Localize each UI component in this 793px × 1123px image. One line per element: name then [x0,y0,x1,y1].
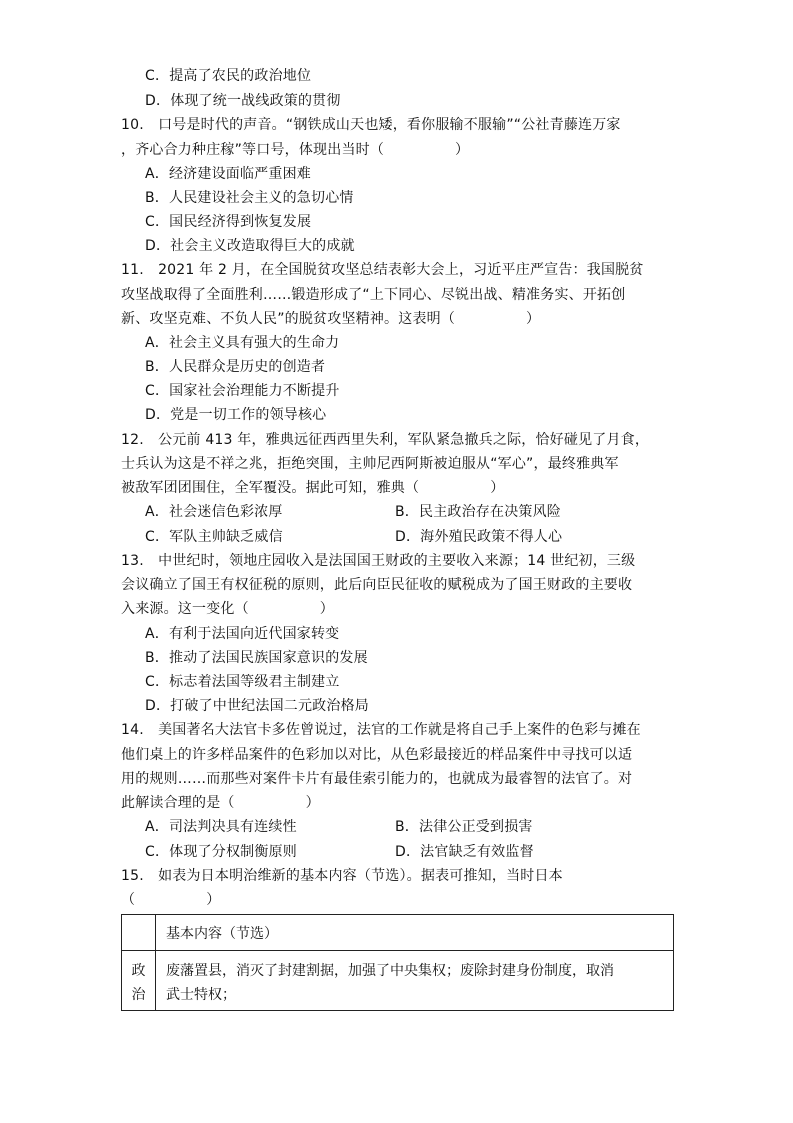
q13-stem-line-3: 入来源。这一变化（ ） [121,601,334,617]
table-header-cell [156,915,674,951]
q9-option-d: D．体现了统一战线政策的贯彻 [145,93,341,109]
q14-option-c: C．体现了分权制衡原则 [145,844,297,860]
q10-stem-line-2: ，齐心合力种庄稼”等口号，体现出当时（ ） [121,142,470,158]
q12-option-b: B．民主政治存在决策风险 [395,504,562,520]
q11-option-d: D．党是一切工作的领导核心 [145,407,327,423]
table-content-line-2: 武士特权； [166,987,236,1003]
q14-stem-line-1: 14. 美国著名大法官卡多佐曾说过，法官的工作就是将自己手上案件的色彩与摊在 [121,722,641,738]
q12-option-c: C．军队主帅缺乏威信 [145,529,283,545]
q13-stem-line-1: 13. 中世纪时，领地庄园收入是法国国王财政的主要收入来源；14 世纪初，三级 [121,553,636,569]
q10-option-c: C．国民经济得到恢复发展 [145,214,312,230]
q13-option-c: C．标志着法国等级君主制建立 [145,674,340,690]
q14-option-d: D．法官缺乏有效监督 [395,844,534,860]
table-row-content [156,951,674,1011]
q12-stem-line-3: 被敌军团团围住，全军覆没。据此可知，雅典（ ） [121,480,505,496]
q12-stem-line-2: 士兵认为这是不祥之兆，拒绝突围，主帅尼西阿斯被迫服从“军心”，最终雅典军 [121,456,619,472]
q14-option-a: A．司法判决具有连续性 [145,819,297,835]
q11-stem-line-1: 11. 2021 年 2 月，在全国脱贫攻坚总结表彰大会上，习近平庄严宣告：我国脱贫 [121,262,644,278]
table-content-line-1: 废藩置县，消灭了封建割据，加强了中央集权；废除封建身份制度，取消 [166,963,614,979]
q13-option-d: D．打破了中世纪法国二元政治格局 [145,698,369,714]
q13-stem-line-2: 会议确立了国王有权征税的原则，此后向臣民征收的赋税成为了国王财政的主要收 [121,577,633,593]
q12-option-d: D．海外殖民政策不得人心 [395,529,563,545]
table-header-row [122,915,674,951]
table-header-empty-cell [122,915,156,951]
q14-stem-line-4: 此解读合理的是（ ） [121,795,320,811]
table-header-text: 基本内容（节选） [166,926,278,942]
q10-stem-line-1: 10. 口号是时代的声音。“钢铁成山天也矮，看你服输不服输”“公社青藤连万家 [121,117,621,133]
q14-option-b: B．法律公正受到损害 [395,819,533,835]
q11-stem-line-2: 攻坚战取得了全面胜利……锻造形成了“上下同心、尽锐出战、精准务实、开拓创 [121,287,626,303]
q13-option-a: A．有利于法国向近代国家转变 [145,626,340,642]
q11-option-b: B．人民群众是历史的创造者 [145,359,326,375]
row-label-char-2: 治 [131,987,146,1003]
q14-stem-line-3: 用的规则……而那些对案件卡片有最佳索引能力的，也就成为最睿智的法官了。对 [121,771,633,787]
q14-stem-line-2: 他们桌上的许多样品案件的色彩加以对比，从色彩最接近的样品案件中寻找可以适 [121,747,633,763]
q11-option-a: A．社会主义具有强大的生命力 [145,335,340,351]
q15-stem-line-2: （ ） [121,892,221,908]
q10-option-b: B．人民建设社会主义的急切心情 [145,190,354,206]
row-label-char-1: 政 [131,963,146,979]
meiji-restoration-table [121,914,674,1011]
q11-option-c: C．国家社会治理能力不断提升 [145,383,340,399]
q13-option-b: B．推动了法国民族国家意识的发展 [145,650,368,666]
q11-stem-line-3: 新、攻坚克难、不负人民”的脱贫攻坚精神。这表明（ ） [121,311,541,327]
q10-option-d: D．社会主义改造取得巨大的成就 [145,238,355,254]
q9-option-c: C．提高了农民的政治地位 [145,68,312,84]
q12-stem-line-1: 12. 公元前 413 年，雅典远征西西里失利，军队紧急撤兵之际，恰好碰见了月食， [121,432,650,448]
table-row-label [122,951,156,1011]
q12-option-a: A．社会迷信色彩浓厚 [145,504,283,520]
q10-option-a: A．经济建设面临严重困难 [145,166,311,182]
q15-stem-line-1: 15. 如表为日本明治维新的基本内容（节选）。据表可推知，当时日本 [121,868,563,884]
table-row [122,951,674,1011]
